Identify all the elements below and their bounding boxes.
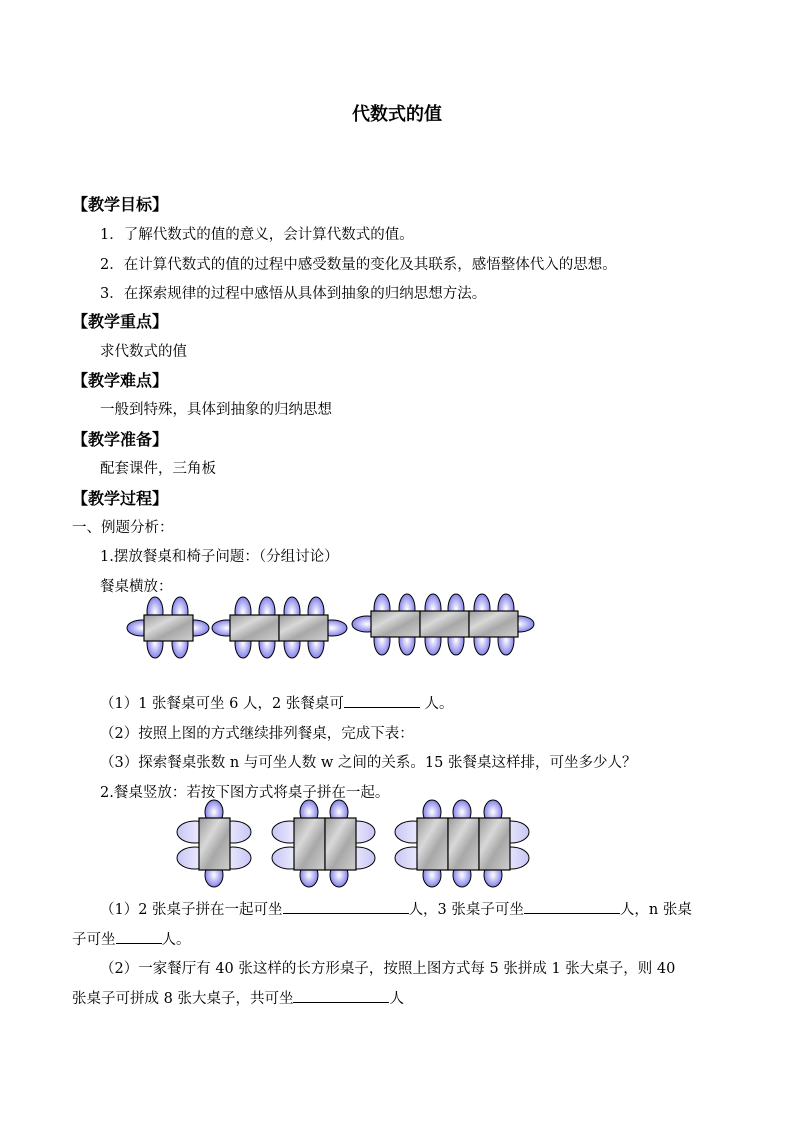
question-2-1-text-b: 人，3 张桌子可坐: [408, 902, 524, 918]
table-icon: [144, 615, 193, 641]
table-icon: [469, 611, 518, 637]
section-heading-key-points: 【教学重点】: [72, 312, 169, 331]
horizontal-group-3: [352, 594, 534, 655]
goal-2: 2．在计算代数式的值的过程中感受数量的变化及其联系，感悟整体代入的思想。: [100, 257, 617, 273]
question-2-1-continued: [72, 928, 191, 949]
table-icon: [230, 615, 279, 641]
problem-2-text: 2.餐桌竖放：若按下图方式将桌子拼在一起。: [100, 785, 390, 801]
horizontal-label: 餐桌横放：: [100, 579, 173, 595]
table-icon: [325, 818, 356, 870]
vertical-group-3: [395, 800, 529, 887]
goal-1: 1．了解代数式的值的意义，会计算代数式的值。: [100, 227, 414, 243]
question-2-1-text-c: 人，n 张桌: [619, 902, 692, 918]
question-2-1-text-d: 子可坐: [72, 932, 116, 948]
horizontal-group-2: [212, 597, 347, 658]
question-2-2-text-b: 张桌子可拼成 8 张大桌子，共可坐: [72, 991, 294, 1007]
answer-blank[interactable]: [524, 899, 620, 914]
question-1-2: （2）按照上图的方式继续排列餐桌，完成下表：: [100, 726, 414, 742]
question-1-1-suffix: 人。: [419, 696, 454, 712]
page-title: 代数式的值: [352, 104, 442, 125]
vertical-group-2: [272, 800, 375, 887]
question-1-1: [100, 692, 453, 713]
answer-blank[interactable]: [293, 988, 389, 1003]
table-icon: [479, 818, 510, 870]
section-heading-difficulties: 【教学难点】: [72, 371, 169, 390]
table-icon: [417, 818, 448, 870]
answer-blank[interactable]: [283, 899, 409, 914]
answer-blank[interactable]: [344, 693, 420, 708]
answer-blank[interactable]: [116, 929, 162, 944]
goal-3: 3．在探索规律的过程中感悟从具体到抽象的归纳思想方法。: [100, 286, 487, 302]
table-icon: [420, 611, 469, 637]
question-2-2: （2）一家餐厅有 40 张这样的长方形桌子，按照上图方式每 5 张拼成 1 张大桌子，则 40: [100, 961, 676, 977]
table-icon: [294, 818, 325, 870]
table-icon: [199, 818, 230, 870]
horizontal-group-1: [127, 597, 209, 658]
question-1-3: （3）探索餐桌张数 n 与可坐人数 w 之间的关系。15 张餐桌这样排，可坐多少人？: [100, 755, 637, 771]
question-2-1-text-e: 人。: [161, 932, 191, 948]
difficulty-text: 一般到特殊，具体到抽象的归纳思想: [100, 402, 332, 418]
section-heading-process: 【教学过程】: [72, 489, 169, 508]
question-2-2-continued: [72, 987, 404, 1008]
table-icon: [371, 611, 420, 637]
vertical-group-1: [177, 800, 251, 887]
question-2-1: [100, 898, 692, 919]
question-2-2-text-c: 人: [389, 991, 404, 1007]
table-icon: [448, 818, 479, 870]
question-2-1-text: （1）2 张桌子拼在一起可坐: [100, 902, 283, 918]
problem-1-text: 1.摆放餐桌和椅子问题：（分组讨论）: [100, 549, 339, 565]
section-heading-goals: 【教学目标】: [72, 195, 169, 214]
table-icon: [279, 615, 328, 641]
question-1-1-text: （1）1 张餐桌可坐 6 人，2 张餐桌可: [100, 696, 344, 712]
section-heading-preparation: 【教学准备】: [72, 430, 169, 449]
preparation-text: 配套课件，三角板: [100, 461, 216, 477]
part-one-label: 一、例题分析：: [72, 520, 174, 536]
key-point-text: 求代数式的值: [100, 344, 187, 360]
